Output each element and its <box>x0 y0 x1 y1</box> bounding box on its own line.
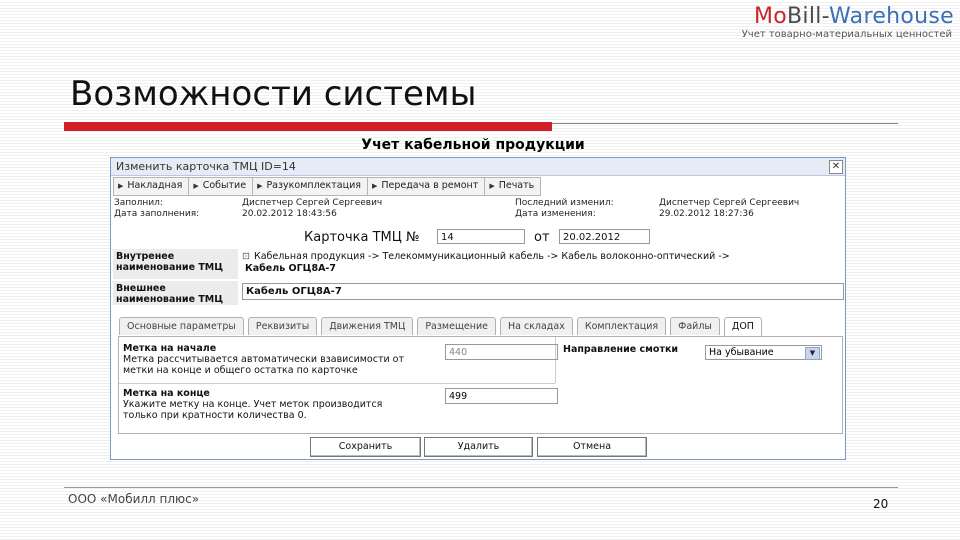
toolbar-print-button[interactable]: ▶ Печать <box>489 180 535 191</box>
row-divider <box>119 383 555 384</box>
save-button[interactable]: Сохранить <box>310 437 421 457</box>
tab-bar <box>119 317 766 337</box>
chevron-down-icon[interactable]: ▼ <box>805 347 820 360</box>
card-date-field[interactable]: 20.02.2012 <box>559 229 650 244</box>
toolbar-invoice-button[interactable]: ▶ Накладная <box>114 178 189 195</box>
delete-button[interactable]: Удалить <box>424 437 533 457</box>
modified-labels: Последний изменил: Дата изменения: <box>515 198 614 219</box>
end-mark-label: Метка на конце Укажите метку на конце. Учет меток производится только при кратности количества 0. <box>123 388 383 421</box>
toolbar <box>113 177 541 196</box>
slide-title: Возможности системы <box>70 74 477 114</box>
tab-panel-extra <box>118 336 843 434</box>
title-underline-gray <box>552 123 898 124</box>
logo-tagline: Учет товарно-материальных ценностей <box>741 29 952 40</box>
toolbar-repair-button[interactable]: ▶ Передача в ремонт <box>368 178 485 195</box>
filled-labels: Заполнил: Дата заполнения: <box>114 198 200 219</box>
internal-name-path[interactable]: ⊡ Кабельная продукция -> Телекоммуникационный кабель -> Кабель волоконно-оптический -> <box>242 251 730 262</box>
arrow-right-icon: ▶ <box>371 182 378 190</box>
direction-select[interactable]: На убывание ▼ <box>705 345 822 360</box>
tree-icon: ⊡ <box>242 251 250 262</box>
tab-extra[interactable]: ДОП <box>724 317 762 337</box>
cancel-button[interactable]: Отмена <box>537 437 647 457</box>
close-icon[interactable]: ✕ <box>829 160 843 174</box>
start-mark-label: Метка на начале Метка рассчитывается автоматически взависимости от метки на конце и общего остатка по карточке <box>123 343 405 376</box>
logo-wordmark: MoBill-Warehouse <box>753 4 954 29</box>
card-date-label: от <box>534 230 550 245</box>
window-title: Изменить карточка ТМЦ ID=14 <box>116 160 296 173</box>
arrow-right-icon: ▶ <box>118 182 124 190</box>
filled-values: Диспетчер Сергей Сергеевич 20.02.2012 18:43:56 <box>242 198 383 219</box>
arrow-right-icon: ▶ <box>257 182 263 190</box>
arrow-right-icon: ▶ <box>489 182 495 190</box>
tab-main-params[interactable]: Основные параметры <box>119 317 244 335</box>
toolbar-disassembly-button[interactable]: ▶ Разукомплектация <box>253 178 368 195</box>
title-underline-red <box>64 122 552 131</box>
toolbar-event-button[interactable]: ▶ Событие <box>189 178 253 195</box>
internal-name-value: Кабель ОГЦ8А-7 <box>245 263 336 274</box>
tab-warehouses[interactable]: На складах <box>500 317 573 335</box>
tab-placement[interactable]: Размещение <box>417 317 496 335</box>
footer-company: ООО «Мобилл плюс» <box>68 492 200 506</box>
edit-card-window <box>110 157 846 460</box>
external-name-label: Внешнее наименование ТМЦ <box>113 281 238 305</box>
end-mark-field[interactable]: 499 <box>445 388 558 404</box>
direction-label: Направление смотки <box>563 344 679 355</box>
external-name-input[interactable]: Кабель ОГЦ8А-7 <box>242 283 844 300</box>
arrow-right-icon: ▶ <box>193 182 199 190</box>
modified-values: Диспетчер Сергей Сергеевич 29.02.2012 18:27:36 <box>659 198 800 219</box>
tab-requisites[interactable]: Реквизиты <box>248 317 317 335</box>
window-titlebar <box>111 158 845 176</box>
company-logo <box>742 4 954 40</box>
internal-name-label: Внутренее наименование ТМЦ <box>113 249 238 279</box>
start-mark-field[interactable]: 440 <box>445 344 558 360</box>
tab-movements[interactable]: Движения ТМЦ <box>321 317 413 335</box>
page-number: 20 <box>873 497 889 511</box>
tab-files[interactable]: Файлы <box>670 317 720 335</box>
tab-kit[interactable]: Комплектация <box>577 317 666 335</box>
card-number-field[interactable]: 14 <box>437 229 525 244</box>
footer-divider <box>64 487 898 488</box>
slide-subtitle: Учет кабельной продукции <box>361 137 585 153</box>
card-number-label: Карточка ТМЦ № <box>304 230 420 245</box>
